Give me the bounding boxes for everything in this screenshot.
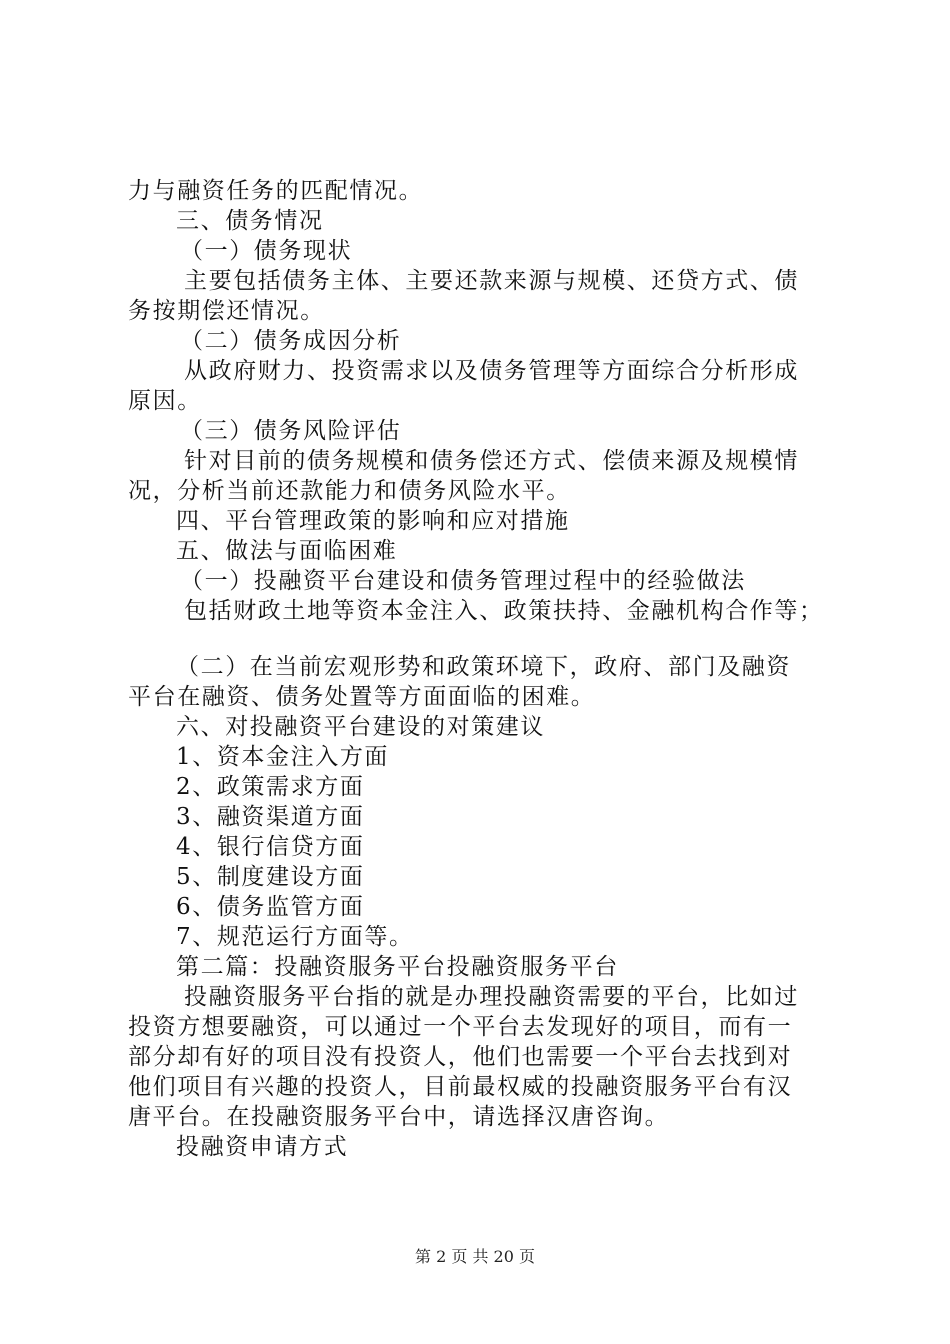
list-item: 2、政策需求方面: [176, 774, 365, 800]
subsection-heading: （三）债务风险评估: [180, 418, 402, 444]
subsection-heading: （二）债务成因分析: [180, 328, 402, 354]
list-item: 5、制度建设方面: [176, 864, 365, 890]
blank-line: [128, 626, 833, 652]
paragraph-line: 投融资服务平台指的就是办理投融资需要的平台，比如过: [184, 984, 799, 1010]
paragraph-line: 针对目前的债务规模和债务偿还方式、偿债来源及规模情: [184, 448, 799, 474]
subsection-heading: （一）投融资平台建设和债务管理过程中的经验做法: [180, 568, 746, 594]
paragraph-line: 况，分析当前还款能力和债务风险水平。: [128, 478, 571, 504]
list-item: 4、银行信贷方面: [176, 834, 365, 860]
chapter-heading: 第二篇：投融资服务平台投融资服务平台: [176, 954, 619, 980]
section-heading: 六、对投融资平台建设的对策建议: [176, 714, 545, 740]
list-item: 3、融资渠道方面: [176, 804, 365, 830]
paragraph-line: 唐平台。在投融资服务平台中，请选择汉唐咨询。: [128, 1104, 670, 1130]
section-heading: 五、做法与面临困难: [176, 538, 398, 564]
paragraph-line: 平台在融资、债务处置等方面面临的困难。: [128, 684, 596, 710]
list-item: 1、资本金注入方面: [176, 744, 390, 770]
section-heading: 投融资申请方式: [176, 1134, 349, 1160]
subsection-heading: （一）债务现状: [180, 238, 353, 264]
paragraph-line: 包括财政土地等资本金注入、政策扶持、金融机构合作等；: [184, 598, 824, 624]
page-number-footer: 第 2 页 共 20 页: [415, 1247, 535, 1266]
document-body: [128, 176, 833, 1162]
paragraph-line: 部分却有好的项目没有投资人，他们也需要一个平台去找到对: [128, 1044, 793, 1070]
subsection-heading: （二）在当前宏观形势和政策环境下，政府、部门及融资: [176, 654, 791, 680]
paragraph-line: 务按期偿还情况。: [128, 298, 325, 324]
list-item: 6、债务监管方面: [176, 894, 365, 920]
paragraph-line: 投资方想要融资，可以通过一个平台去发现好的项目，而有一: [128, 1014, 793, 1040]
paragraph-line: 主要包括债务主体、主要还款来源与规模、还贷方式、债: [184, 268, 799, 294]
section-heading: 四、平台管理政策的影响和应对措施: [176, 508, 570, 534]
paragraph-line: 从政府财力、投资需求以及债务管理等方面综合分析形成: [184, 358, 799, 384]
section-heading: 三、债务情况: [176, 208, 324, 234]
paragraph-line: 他们项目有兴趣的投资人，目前最权威的投融资服务平台有汉: [128, 1074, 793, 1100]
list-item: 7、规范运行方面等。: [176, 924, 414, 950]
paragraph-line: 力与融资任务的匹配情况。: [128, 178, 424, 204]
paragraph-line: 原因。: [128, 388, 202, 414]
